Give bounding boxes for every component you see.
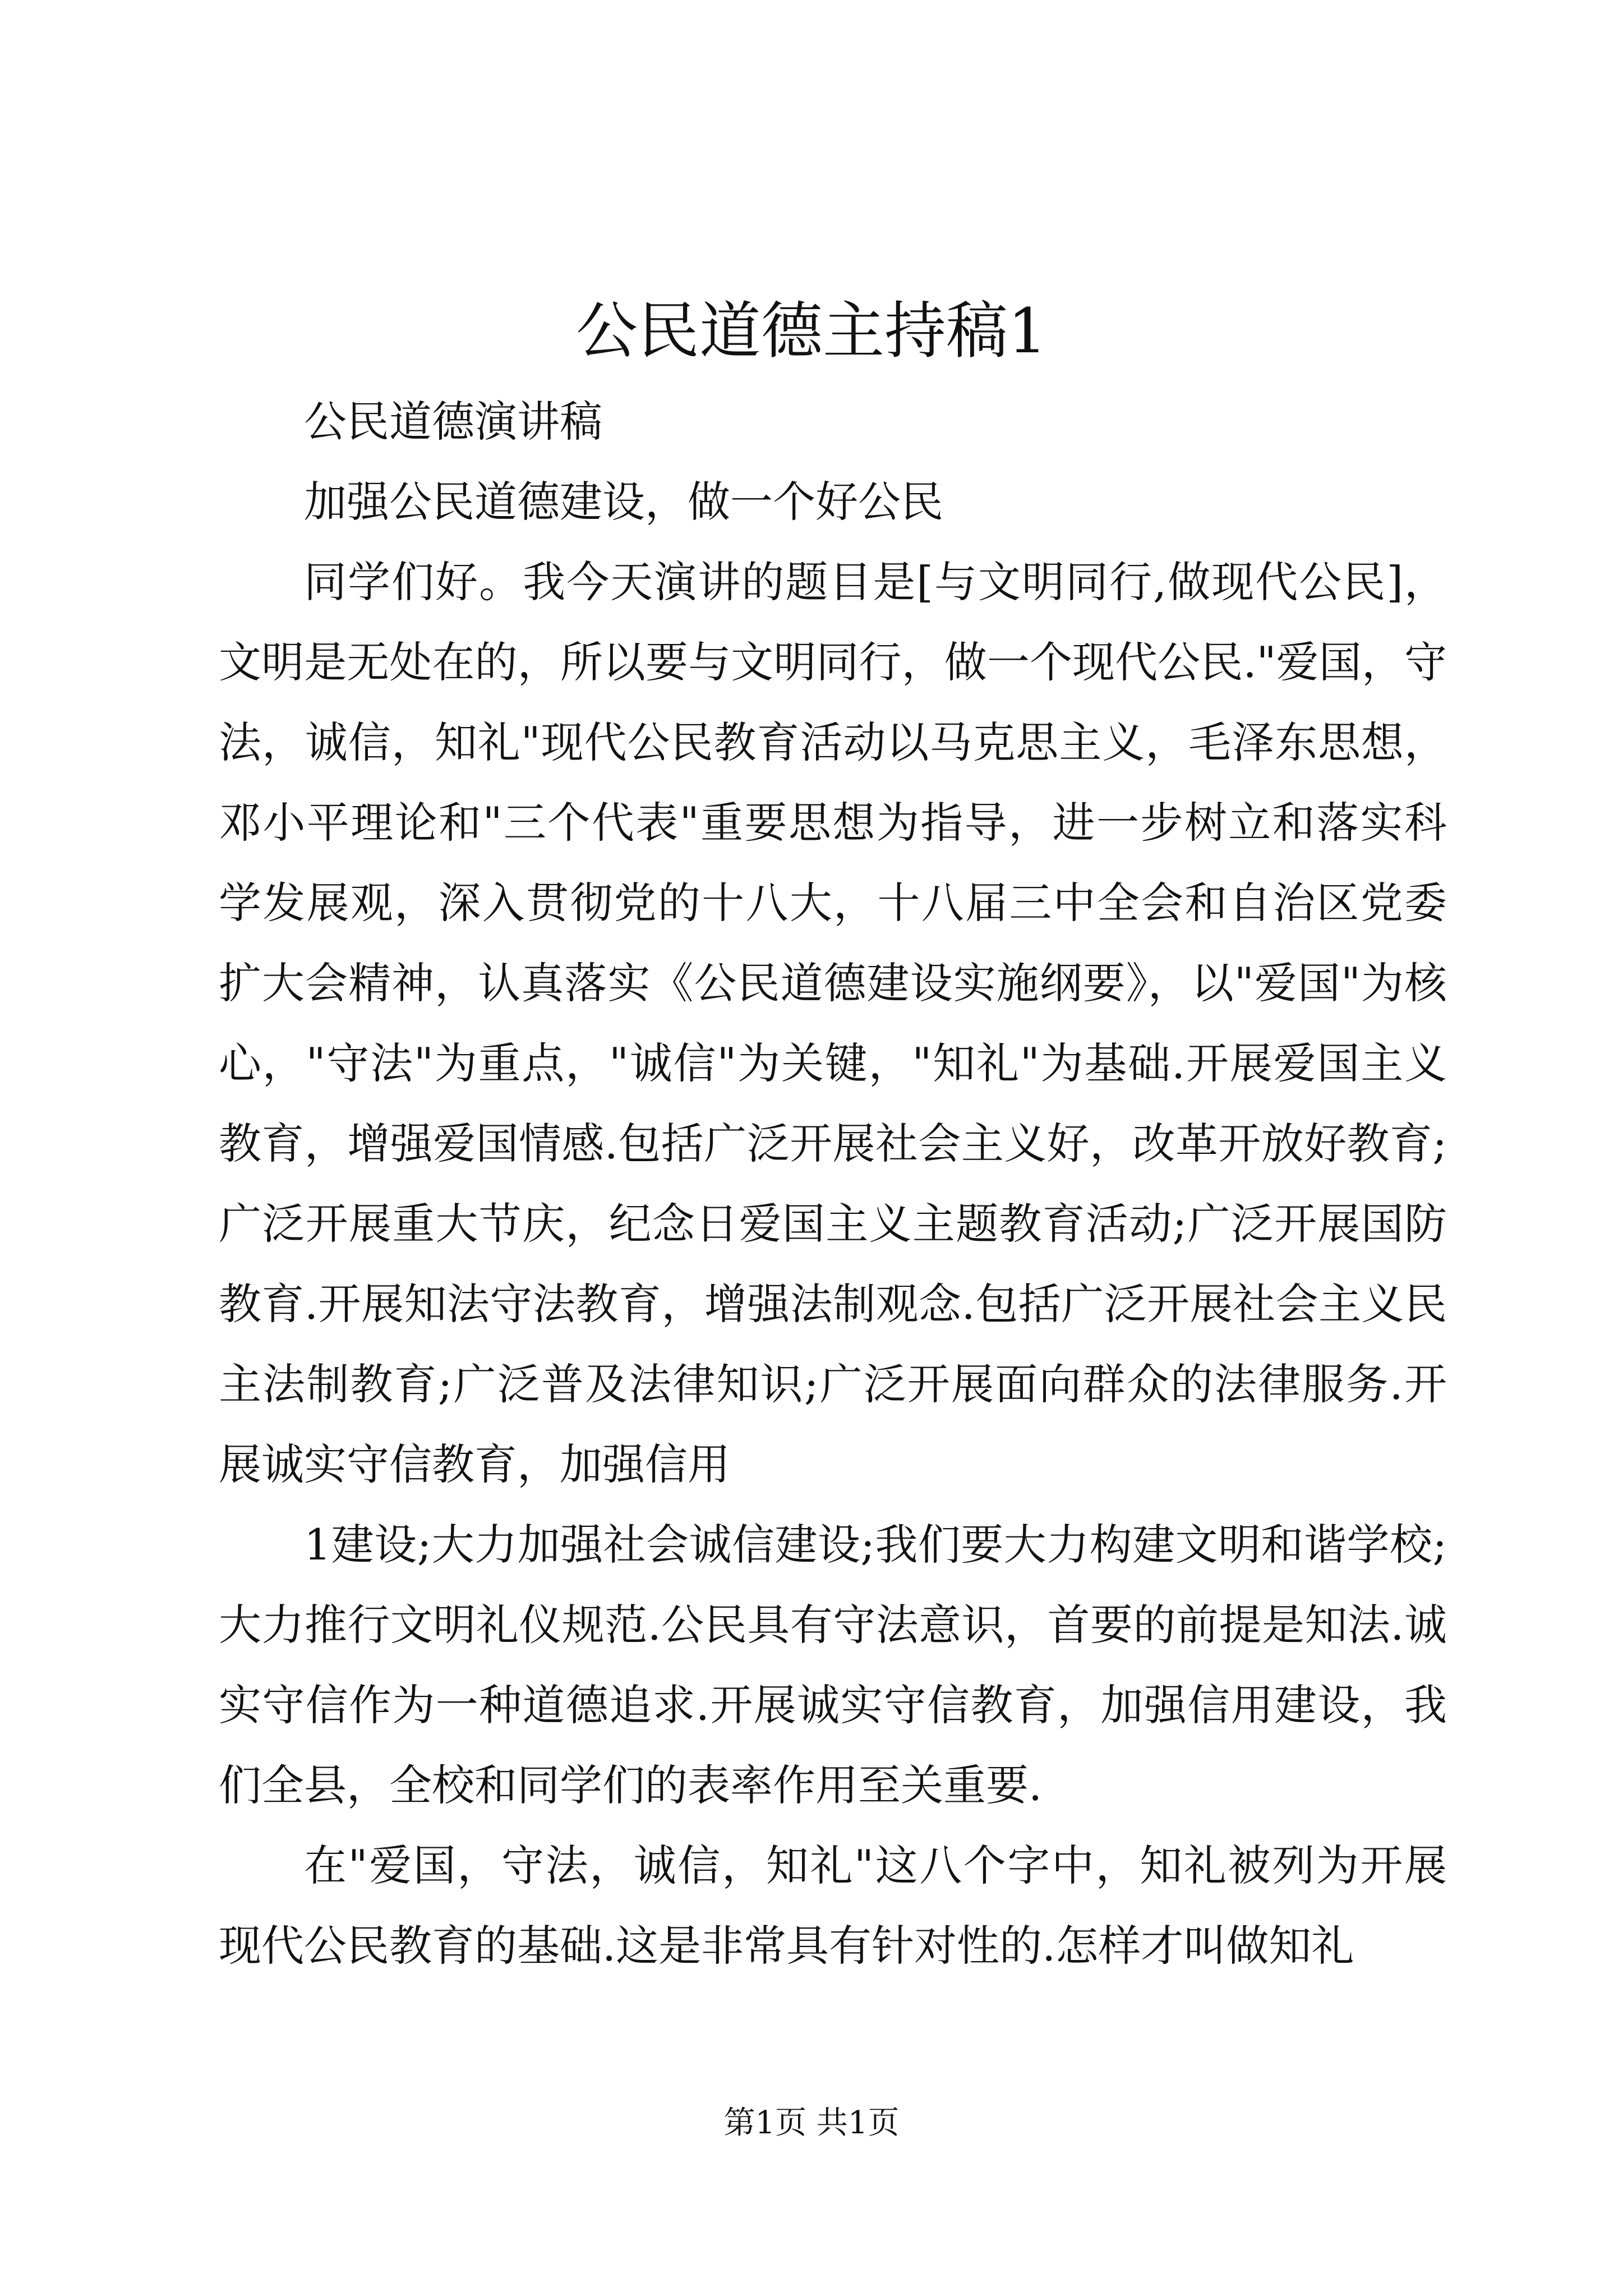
paragraph-construction: 1建设;大力加强社会诚信建设;我们要大力构建文明和谐学校;大力推行文明礼仪规范.公民具有守法意识，首要的前提是知法.诚实守信作为一种道德追求.开展诚实守信教育，加强信用建设，我们全县，全校和同学们的表率作用至关重要. xyxy=(219,1520,1447,1810)
page-footer: 第1页 共1页 xyxy=(723,2105,900,2141)
paragraph-etiquette: 在"爱国，守法，诚信，知礼"这八个字中，知礼被列为开展现代公民教育的基础.这是非常具有针对性的.怎样才叫做知礼 xyxy=(219,1841,1447,1971)
paragraph-subtitle: 公民道德演讲稿 xyxy=(304,397,602,447)
document-title: 公民道德主持稿1 xyxy=(576,295,1047,367)
document-body xyxy=(219,381,1447,1986)
paragraph-intro: 同学们好。我今天演讲的题目是[与文明同行,做现代公民]，文明是无处在的，所以要与文明同行，做一个现代公民."爱国，守法，诚信，知礼"现代公民教育活动以马克思主义，毛泽东思想，邓小平理论和"三个代表"重要思想为指导，进一步树立和落实科学发展观，深入贯彻党的十八大，十八届三中全会和自治区党委扩大会精神，认真落实《公民道德建设实施纲要》，以"爱国"为核心，"守法"为重点，"诚信"为关键，"知礼"为基础.开展爱国主义教育，增强爱国情感.包括广泛开展社会主义好，改革开放好教育;广泛开展重大节庆，纪念日爱国主义主题教育活动;广泛开展国防教育.开展知法守法教育，增强法制观念.包括广泛开展社会主义民主法制教育;广泛普及法律知识;广泛开展面向群众的法律服务.开展诚实守信教育，加强信用 xyxy=(219,557,1447,1489)
paragraph-heading: 加强公民道德建设，做一个好公民 xyxy=(304,477,943,527)
